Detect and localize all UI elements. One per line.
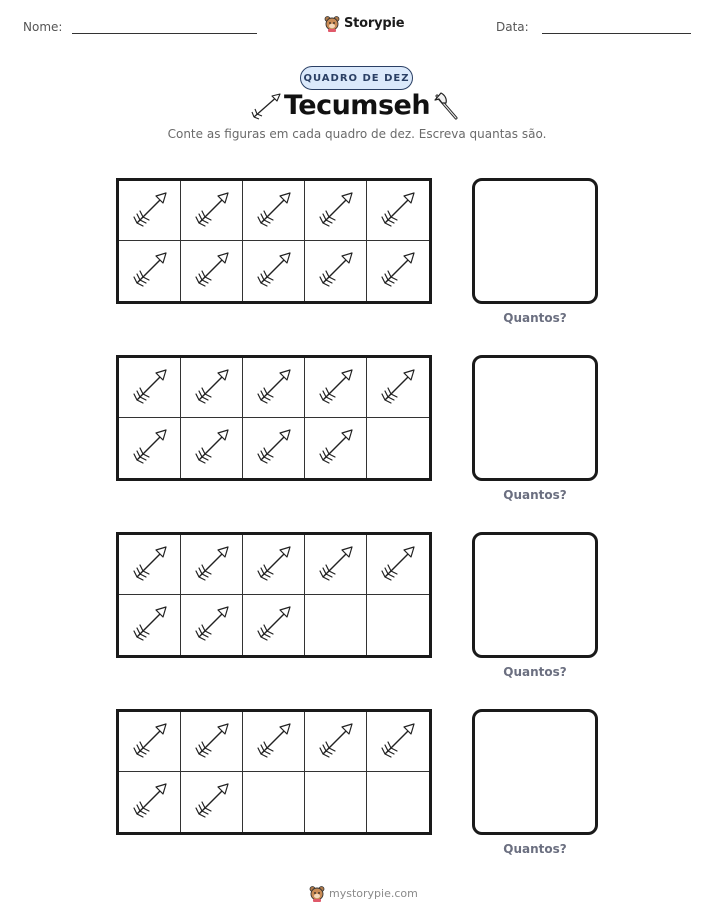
arrow-icon xyxy=(190,541,234,589)
frame-cell xyxy=(243,358,305,418)
arrow-icon xyxy=(252,187,296,235)
answer-box[interactable] xyxy=(472,532,598,658)
arrow-icon xyxy=(376,541,420,589)
arrow-icon xyxy=(314,364,358,412)
arrow-icon xyxy=(252,601,296,649)
arrow-icon xyxy=(376,718,420,766)
arrow-icon xyxy=(314,718,358,766)
name-line[interactable] xyxy=(72,33,257,34)
frame-cell xyxy=(243,418,305,478)
brand-logo xyxy=(324,12,404,34)
frame-cell xyxy=(119,772,181,832)
arrow-icon xyxy=(252,718,296,766)
answer-label: Quantos? xyxy=(503,665,567,679)
arrow-icon xyxy=(252,424,296,472)
arrow-icon xyxy=(252,541,296,589)
frame-cell xyxy=(181,712,243,772)
frame-cell xyxy=(243,181,305,241)
arrow-icon xyxy=(252,247,296,295)
frame-cell xyxy=(181,241,243,301)
frame-cell xyxy=(367,535,429,595)
arrow-icon xyxy=(190,187,234,235)
frame-cell xyxy=(243,772,305,832)
instructions: Conte as figuras em cada quadro de dez. Escreva quantas são. xyxy=(167,127,547,141)
answer-label: Quantos? xyxy=(503,311,567,325)
frame-cell xyxy=(181,418,243,478)
frame-cell xyxy=(119,595,181,655)
arrow-icon xyxy=(128,718,172,766)
frame-cell xyxy=(305,712,367,772)
arrow-icon xyxy=(190,718,234,766)
ten-frame xyxy=(116,178,432,304)
arrow-icon xyxy=(128,601,172,649)
frame-cell xyxy=(243,712,305,772)
frame-cell xyxy=(367,772,429,832)
frame-cell xyxy=(181,181,243,241)
footer xyxy=(309,885,418,902)
arrow-icon xyxy=(128,187,172,235)
ten-frame xyxy=(116,709,432,835)
frame-cell xyxy=(119,535,181,595)
arrow-icon xyxy=(252,364,296,412)
frame-cell xyxy=(243,595,305,655)
answer-label: Quantos? xyxy=(503,842,567,856)
frame-cell xyxy=(367,595,429,655)
frame-cell xyxy=(367,418,429,478)
answer-box[interactable] xyxy=(472,709,598,835)
frame-cell xyxy=(119,181,181,241)
frame-cell xyxy=(243,535,305,595)
arrow-icon xyxy=(190,601,234,649)
arrow-icon xyxy=(314,187,358,235)
arrow-icon xyxy=(190,364,234,412)
frame-cell xyxy=(367,241,429,301)
arrow-icon xyxy=(128,247,172,295)
ten-frame xyxy=(116,355,432,481)
arrow-icon xyxy=(376,247,420,295)
frame-cell xyxy=(305,181,367,241)
frame-cell xyxy=(305,772,367,832)
answer-box[interactable] xyxy=(472,355,598,481)
frame-cell xyxy=(181,772,243,832)
frame-cell xyxy=(181,358,243,418)
frame-cell xyxy=(305,241,367,301)
arrow-icon xyxy=(376,364,420,412)
arrow-icon xyxy=(376,187,420,235)
frame-cell xyxy=(119,358,181,418)
frame-cell xyxy=(305,595,367,655)
arrow-icon xyxy=(314,424,358,472)
name-label: Nome: xyxy=(23,20,63,34)
arrow-icon xyxy=(314,541,358,589)
brand-name: Storypie xyxy=(344,15,405,31)
page-title: Tecumseh xyxy=(283,90,431,121)
footer-url: mystorypie.com xyxy=(329,887,418,900)
bear-mascot-icon xyxy=(324,15,340,32)
frame-cell xyxy=(305,535,367,595)
ten-frame xyxy=(116,532,432,658)
arrow-icon xyxy=(190,424,234,472)
frame-cell xyxy=(367,712,429,772)
axe-icon xyxy=(430,90,462,122)
date-line[interactable] xyxy=(542,33,691,34)
frame-cell xyxy=(181,595,243,655)
arrow-icon xyxy=(128,778,172,826)
frame-cell xyxy=(243,241,305,301)
frame-cell xyxy=(119,712,181,772)
answer-label: Quantos? xyxy=(503,488,567,502)
frame-cell xyxy=(119,241,181,301)
frame-cell xyxy=(305,358,367,418)
arrow-icon xyxy=(190,778,234,826)
frame-cell xyxy=(305,418,367,478)
bear-mascot-icon xyxy=(309,885,325,902)
answer-box[interactable] xyxy=(472,178,598,304)
arrow-icon xyxy=(128,541,172,589)
arrow-icon xyxy=(314,247,358,295)
frame-cell xyxy=(367,181,429,241)
frame-cell xyxy=(181,535,243,595)
arrow-icon xyxy=(190,247,234,295)
date-label: Data: xyxy=(496,20,529,34)
frame-cell xyxy=(119,418,181,478)
worksheet-badge: QUADRO DE DEZ xyxy=(300,66,413,90)
arrow-icon xyxy=(128,424,172,472)
frame-cell xyxy=(367,358,429,418)
arrow-icon xyxy=(128,364,172,412)
